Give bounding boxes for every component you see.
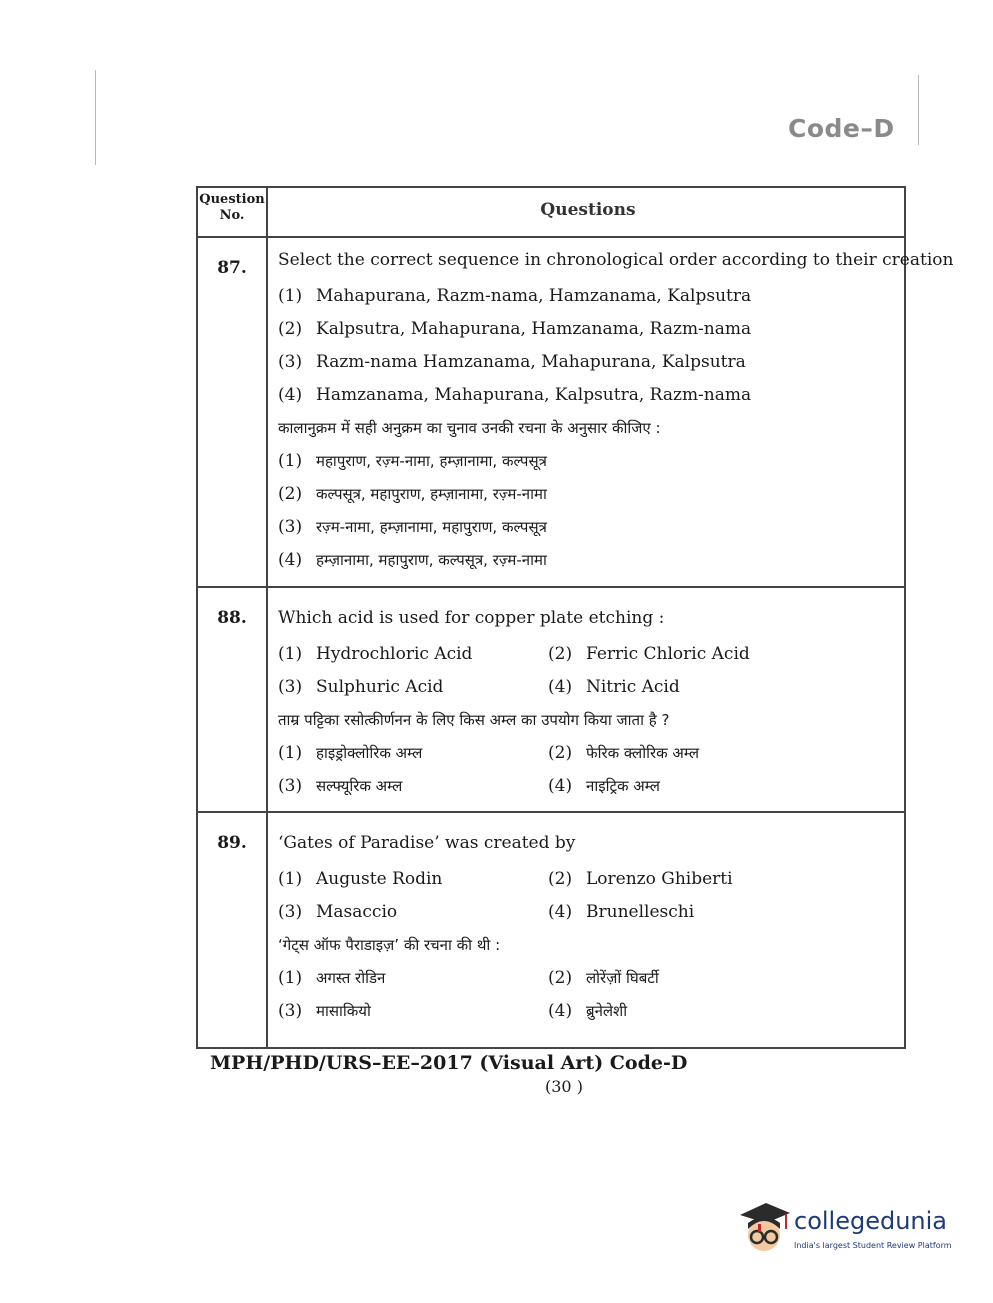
option-en-3: (3) Sulphuric Acid <box>278 677 444 697</box>
page-number: (30 ) <box>545 1077 583 1096</box>
question-text-hi: ताम्र पट्टिका रसोत्कीर्णनन के लिए किस अम्ल का उपयोग किया जाता है ? <box>278 711 670 729</box>
question-text-hi: ‘गेट्स ऑफ पैराडाइज़’ की रचना की थी : <box>278 936 501 954</box>
question-content <box>268 813 904 1047</box>
option-hi-4: (4) नाइट्रिक अम्ल <box>548 776 660 796</box>
option-en-3: (3) Razm-nama Hamzanama, Mahapurana, Kalpsutra <box>278 352 746 372</box>
options-en <box>278 638 898 704</box>
logo-tagline: India's largest Student Review Platform <box>794 1241 952 1250</box>
option-en-2: (2) Lorenzo Ghiberti <box>548 869 733 889</box>
question-text-en: Select the correct sequence in chronological order according to their creation <box>278 250 954 270</box>
option-en-3: (3) Masaccio <box>278 902 398 922</box>
option-en-2: (2) Kalpsutra, Mahapurana, Hamzanama, Razm-nama <box>278 319 752 339</box>
options-en <box>278 863 898 929</box>
question-number: 87. <box>198 238 268 586</box>
option-hi-1: (1) अगस्त रोडिन <box>278 968 386 988</box>
column-header-questions: Questions <box>540 200 636 220</box>
option-hi-3: (3) सल्फ्यूरिक अम्ल <box>278 776 403 796</box>
question-content <box>268 588 904 811</box>
collegedunia-logo <box>736 1197 961 1259</box>
question-number: 88. <box>198 588 268 811</box>
option-hi-4: (4) हम्ज़ानामा, महापुराण, कल्पसूत्र, रज़्म-नामा <box>278 550 547 570</box>
option-en-1: (1) Mahapurana, Razm-nama, Hamzanama, Kalpsutra <box>278 286 752 306</box>
option-hi-2: (2) कल्पसूत्र, महापुराण, हम्ज़ानामा, रज़्म-नामा <box>278 484 547 504</box>
option-hi-3: (3) मासाकियो <box>278 1001 371 1021</box>
option-en-1: (1) Hydrochloric Acid <box>278 644 473 664</box>
table-header-row <box>198 188 904 236</box>
question-text-hi: कालानुक्रम में सही अनुक्रम का चुनाव उनकी रचना के अनुसार कीजिए : <box>278 419 661 437</box>
option-en-4: (4) Brunelleschi <box>548 902 695 922</box>
student-mascot-icon <box>736 1199 792 1257</box>
left-margin-line <box>95 70 96 165</box>
column-header-question-no: Question No. <box>198 188 268 236</box>
paper-code: Code–D <box>788 114 895 143</box>
option-hi-1: (1) हाइड्रोक्लोरिक अम्ल <box>278 743 423 763</box>
exam-footer: MPH/PHD/URS–EE–2017 (Visual Art) Code-D <box>210 1052 688 1074</box>
question-text-en: ‘Gates of Paradise’ was created by <box>278 833 576 853</box>
option-en-2: (2) Ferric Chloric Acid <box>548 644 750 664</box>
logo-wordmark: collegedunia <box>794 1207 948 1235</box>
option-hi-1: (1) महापुराण, रज़्म-नामा, हम्ज़ानामा, कल्पसूत्र <box>278 451 547 471</box>
option-en-4: (4) Nitric Acid <box>548 677 680 697</box>
option-hi-3: (3) रज़्म-नामा, हम्ज़ानामा, महापुराण, कल्पसूत्र <box>278 517 547 537</box>
options-hi <box>278 962 898 1028</box>
question-row-89 <box>198 811 904 1047</box>
option-hi-4: (4) ब्रुनेलेशी <box>548 1001 628 1021</box>
question-table <box>196 186 954 1049</box>
option-hi-2: (2) फेरिक क्लोरिक अम्ल <box>548 743 699 763</box>
option-hi-2: (2) लोरेंज़ों घिबर्टी <box>548 968 659 988</box>
options-hi <box>278 737 898 803</box>
question-text-en: Which acid is used for copper plate etching : <box>278 608 665 628</box>
question-row-87 <box>198 236 954 586</box>
right-margin-line <box>918 75 919 145</box>
option-en-4: (4) Hamzanama, Mahapurana, Kalpsutra, Razm-nama <box>278 385 752 405</box>
option-en-1: (1) Auguste Rodin <box>278 869 443 889</box>
question-number: 89. <box>198 813 268 1047</box>
question-row-88 <box>198 586 904 811</box>
question-content <box>268 238 959 586</box>
